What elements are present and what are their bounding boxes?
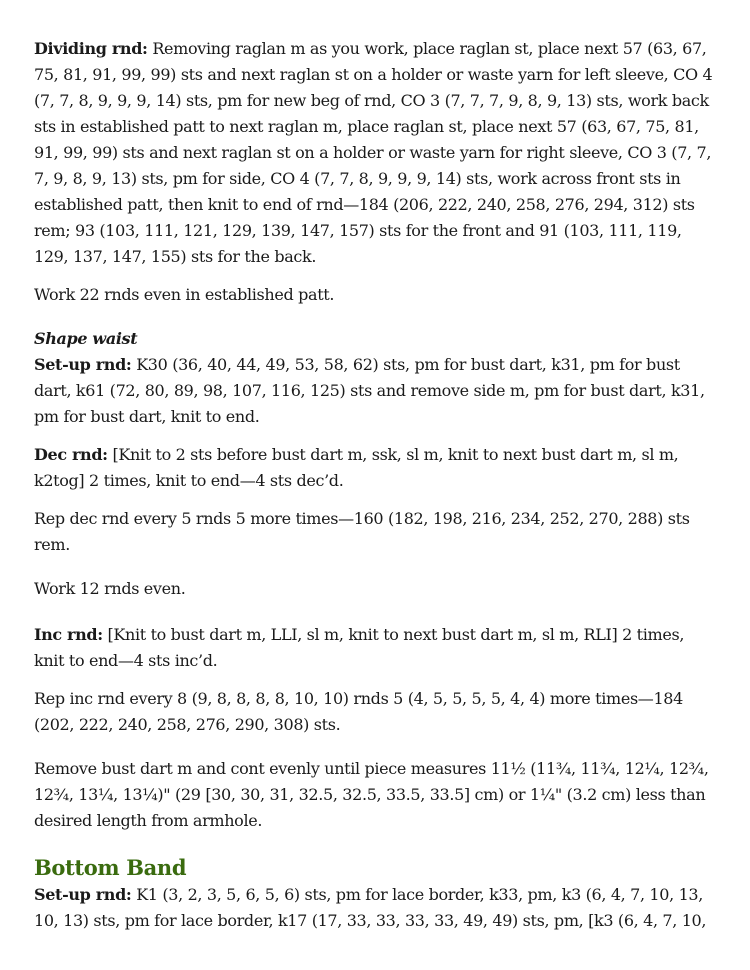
dec-round-text: [Knit to 2 sts before bust dart m, ssk, sl m, knit to next bust dart m, sl m, k2tog] 2 times, knit to end—4 sts dec’d. [34, 445, 679, 490]
inc-round-label: Inc rnd: [34, 625, 103, 644]
repeat-inc-paragraph: Rep inc rnd every 8 (9, 8, 8, 8, 8, 10, 10) rnds 5 (4, 5, 5, 5, 5, 4, 4) more times—184 (202, 222, 240, 258, 276, 290, 308) sts. [34, 689, 683, 734]
dividing-round-text: Removing raglan m as you work, place raglan st, place next 57 (63, 67, 75, 81, 91, 99, 99) sts and next raglan st on a holder or waste yarn for left sleeve, CO 4 (7, 7, 8, 9, 9, 9, 14) sts, pm for new beg of rnd, CO 3 (7, 7, 7, 9, 8, 9, 13) sts, work back sts in established patt to next raglan m, place raglan st, place next 57 (63, 67, 75, 81, 91, 99, 99) sts and next raglan st on a holder or waste yarn for right sleeve, CO 3 (7, 7, 7, 9, 8, 9, 13) sts, pm for side, CO 4 (7, 7, 8, 9, 9, 9, 14) sts, work across front sts in established patt, then knit to end of rnd—184 (206, 222, 240, 258, 276, 294, 312) sts rem; 93 (103, 111, 121, 129, 139, 147, 157) sts for the front and 91 (103, 111, 119, 129, 137, 147, 155) sts for the back. [34, 39, 713, 266]
shape-waist-heading: Shape waist [34, 329, 138, 348]
waist-setup-round-paragraph [34, 352, 718, 430]
work-12-rounds-paragraph: Work 12 rnds even. [34, 579, 186, 598]
bottom-band-heading: Bottom Band [34, 855, 187, 880]
waist-setup-round-text: K30 (36, 40, 44, 49, 53, 58, 62) sts, pm for bust dart, k31, pm for bust dart, k61 (72, 80, 89, 98, 107, 116, 125) sts and remove side m, pm for bust dart, k31, pm for bust dart, knit to end. [34, 355, 705, 426]
repeat-dec-paragraph: Rep dec rnd every 5 rnds 5 more times—160 (182, 198, 216, 234, 252, 270, 288) sts rem. [34, 509, 690, 554]
band-setup-round-text: K1 (3, 2, 3, 5, 6, 5, 6) sts, pm for lace border, k33, pm, k3 (6, 4, 7, 10, 13, 10, 13) sts, pm for lace border, k17 (17, 33, 33, 33, 33, 49, 49) sts, pm, [k3 (6, 4, 7, 10, [34, 885, 707, 930]
dividing-round-label: Dividing rnd: [34, 39, 148, 58]
dec-round-paragraph [34, 442, 718, 494]
inc-round-paragraph [34, 622, 718, 674]
band-setup-round-paragraph [34, 882, 718, 934]
remove-marker-paragraph: Remove bust dart m and cont evenly until piece measures 11½ (11¾, 11¾, 12¼, 12¾, 12¾, 13¼, 13¼)" (29 [30, 30, 31, 32.5, 32.5, 33.5, 33.5] cm) or 1¼" (3.2 cm) less than desired length from armhole. [34, 759, 709, 830]
pattern-page [34, 36, 718, 934]
dividing-round-paragraph [34, 36, 718, 270]
waist-setup-round-label: Set-up rnd: [34, 355, 132, 374]
inc-round-text: [Knit to bust dart m, LLI, sl m, knit to next bust dart m, sl m, RLI] 2 times, knit to end—4 sts inc’d. [34, 625, 685, 670]
band-setup-round-label: Set-up rnd: [34, 885, 132, 904]
work-22-rounds-paragraph: Work 22 rnds even in established patt. [34, 285, 335, 304]
dec-round-label: Dec rnd: [34, 445, 108, 464]
